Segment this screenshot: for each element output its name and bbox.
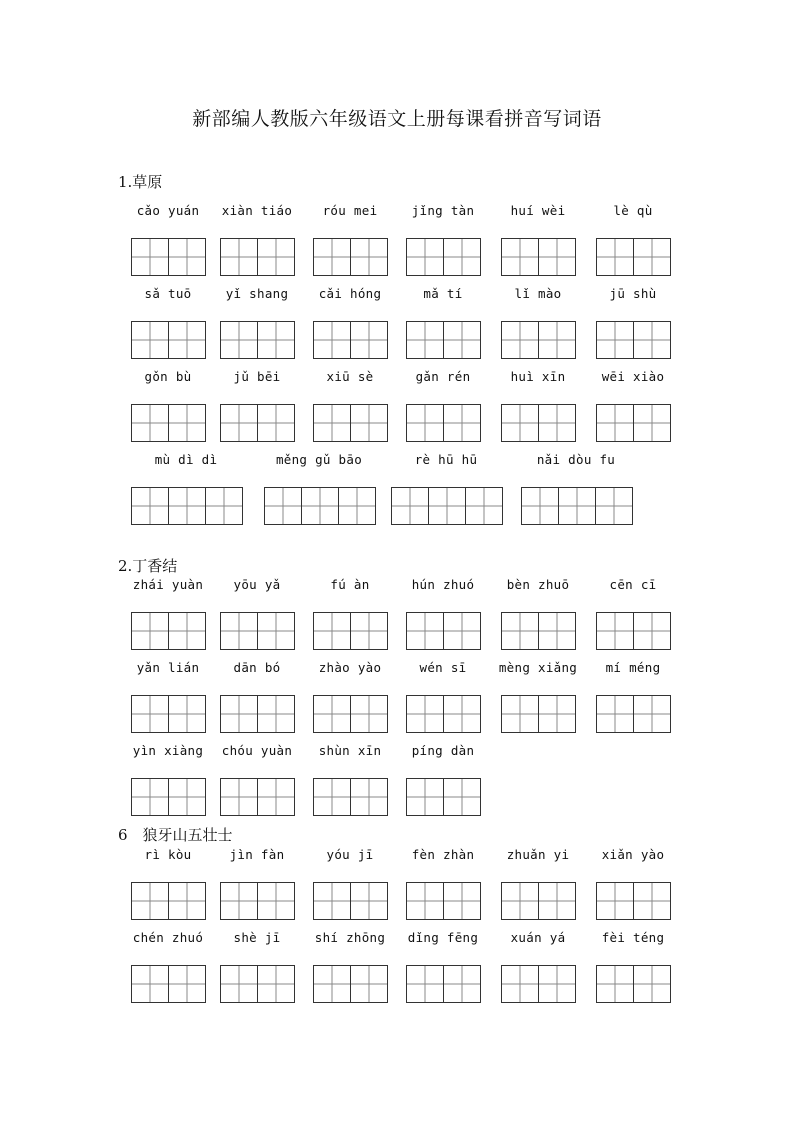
pinyin-prompt: wēi xiào (601, 369, 665, 384)
writing-grid (313, 612, 387, 650)
tianzige-cell[interactable] (131, 321, 169, 359)
writing-grid (406, 404, 480, 442)
tianzige-cell[interactable] (596, 321, 634, 359)
section-heading: 6 狼牙山五壮士 (118, 826, 233, 844)
pinyin-prompt: shùn xīn (318, 743, 382, 758)
tianzige-cell[interactable] (596, 238, 634, 276)
tianzige-cell[interactable] (313, 965, 351, 1003)
writing-grid (131, 321, 205, 359)
tianzige-cell[interactable] (313, 612, 351, 650)
tianzige-cell[interactable] (391, 487, 429, 525)
tianzige-cell[interactable] (257, 612, 295, 650)
writing-grid (220, 695, 294, 733)
pinyin-prompt: rì kòu (144, 847, 192, 862)
tianzige-cell[interactable] (501, 612, 539, 650)
tianzige-cell[interactable] (443, 778, 481, 816)
tianzige-cell[interactable] (301, 487, 339, 525)
writing-grid (313, 404, 387, 442)
tianzige-cell[interactable] (501, 882, 539, 920)
pinyin-prompt: jū shù (609, 286, 657, 301)
tianzige-cell[interactable] (131, 965, 169, 1003)
tianzige-cell[interactable] (428, 487, 466, 525)
tianzige-cell[interactable] (538, 238, 576, 276)
pinyin-prompt: huì xīn (510, 369, 566, 384)
tianzige-cell[interactable] (350, 882, 388, 920)
page-title: 新部编人教版六年级语文上册每课看拼音写词语 (192, 108, 602, 130)
writing-grid (406, 778, 480, 816)
tianzige-cell[interactable] (220, 778, 258, 816)
pinyin-prompt: sǎ tuō (144, 286, 192, 301)
pinyin-prompt: xiǎn yào (601, 847, 665, 862)
writing-grid (131, 695, 205, 733)
pinyin-prompt: yǎn lián (136, 660, 200, 675)
pinyin-prompt: dǐng fēng (407, 930, 479, 945)
tianzige-cell[interactable] (257, 321, 295, 359)
writing-grid (596, 238, 670, 276)
pinyin-prompt: chén zhuó (132, 930, 204, 945)
tianzige-cell[interactable] (465, 487, 503, 525)
tianzige-cell[interactable] (220, 882, 258, 920)
pinyin-prompt: jǐng tàn (411, 203, 475, 218)
tianzige-cell[interactable] (633, 882, 671, 920)
writing-grid (264, 487, 375, 525)
writing-grid (406, 238, 480, 276)
tianzige-cell[interactable] (313, 778, 351, 816)
tianzige-cell[interactable] (168, 404, 206, 442)
tianzige-cell[interactable] (406, 238, 444, 276)
tianzige-cell[interactable] (406, 695, 444, 733)
writing-grid (406, 695, 480, 733)
tianzige-cell[interactable] (633, 695, 671, 733)
writing-grid (501, 612, 575, 650)
pinyin-prompt: zhái yuàn (132, 577, 204, 592)
tianzige-cell[interactable] (406, 404, 444, 442)
pinyin-prompt: píng dàn (411, 743, 475, 758)
pinyin-prompt: yóu jī (326, 847, 374, 862)
tianzige-cell[interactable] (538, 612, 576, 650)
writing-grid (313, 778, 387, 816)
pinyin-prompt: fèn zhàn (411, 847, 475, 862)
tianzige-cell[interactable] (313, 695, 351, 733)
tianzige-cell[interactable] (406, 778, 444, 816)
tianzige-cell[interactable] (350, 404, 388, 442)
pinyin-prompt: yōu yǎ (233, 577, 281, 592)
writing-grid (313, 965, 387, 1003)
writing-grid (596, 321, 670, 359)
pinyin-prompt: gǒn bù (144, 369, 192, 384)
tianzige-cell[interactable] (168, 238, 206, 276)
pinyin-prompt: gǎn rén (415, 369, 471, 384)
writing-grid (406, 321, 480, 359)
writing-grid (131, 612, 205, 650)
section-heading: 2.丁香结 (118, 557, 178, 575)
pinyin-prompt: mèng xiǎng (498, 660, 578, 675)
writing-grid (501, 238, 575, 276)
tianzige-cell[interactable] (350, 612, 388, 650)
tianzige-cell[interactable] (558, 487, 596, 525)
tianzige-cell[interactable] (338, 487, 376, 525)
tianzige-cell[interactable] (406, 321, 444, 359)
tianzige-cell[interactable] (257, 404, 295, 442)
tianzige-cell[interactable] (257, 965, 295, 1003)
pinyin-prompt: bèn zhuō (506, 577, 570, 592)
writing-grid (220, 321, 294, 359)
tianzige-cell[interactable] (501, 238, 539, 276)
tianzige-cell[interactable] (350, 321, 388, 359)
tianzige-cell[interactable] (406, 612, 444, 650)
pinyin-prompt: jìn fàn (229, 847, 285, 862)
pinyin-prompt: fú àn (330, 577, 370, 592)
writing-grid (596, 612, 670, 650)
writing-grid (501, 882, 575, 920)
tianzige-cell[interactable] (633, 321, 671, 359)
pinyin-prompt: róu mei (322, 203, 378, 218)
tianzige-cell[interactable] (131, 487, 169, 525)
tianzige-cell[interactable] (168, 612, 206, 650)
tianzige-cell[interactable] (443, 695, 481, 733)
tianzige-cell[interactable] (257, 882, 295, 920)
tianzige-cell[interactable] (538, 404, 576, 442)
tianzige-cell[interactable] (406, 965, 444, 1003)
writing-grid (220, 778, 294, 816)
tianzige-cell[interactable] (313, 321, 351, 359)
tianzige-cell[interactable] (350, 965, 388, 1003)
tianzige-cell[interactable] (406, 882, 444, 920)
pinyin-prompt: yǐ shang (225, 286, 289, 301)
tianzige-cell[interactable] (538, 965, 576, 1003)
pinyin-prompt: wén sī (419, 660, 467, 675)
tianzige-cell[interactable] (220, 404, 258, 442)
tianzige-cell[interactable] (313, 882, 351, 920)
tianzige-cell[interactable] (205, 487, 243, 525)
pinyin-prompt: shí zhōng (314, 930, 386, 945)
pinyin-prompt: dān bó (233, 660, 281, 675)
tianzige-cell[interactable] (131, 612, 169, 650)
writing-grid (220, 882, 294, 920)
pinyin-prompt: cēn cī (609, 577, 657, 592)
pinyin-prompt: xiàn tiáo (221, 203, 293, 218)
writing-grid (596, 882, 670, 920)
pinyin-prompt: zhuǎn yi (506, 847, 570, 862)
pinyin-prompt: shè jī (233, 930, 281, 945)
tianzige-cell[interactable] (596, 695, 634, 733)
tianzige-cell[interactable] (596, 882, 634, 920)
writing-grid (596, 965, 670, 1003)
writing-grid (406, 965, 480, 1003)
tianzige-cell[interactable] (443, 965, 481, 1003)
pinyin-prompt: měng gǔ bāo (275, 452, 363, 467)
tianzige-cell[interactable] (501, 695, 539, 733)
pinyin-prompt: fèi téng (601, 930, 665, 945)
tianzige-cell[interactable] (538, 321, 576, 359)
tianzige-cell[interactable] (596, 965, 634, 1003)
writing-grid (313, 882, 387, 920)
writing-grid (501, 965, 575, 1003)
tianzige-cell[interactable] (443, 612, 481, 650)
pinyin-prompt: yìn xiàng (132, 743, 204, 758)
tianzige-cell[interactable] (350, 238, 388, 276)
tianzige-cell[interactable] (220, 965, 258, 1003)
writing-grid (406, 612, 480, 650)
tianzige-cell[interactable] (633, 612, 671, 650)
writing-grid (131, 487, 242, 525)
tianzige-cell[interactable] (220, 612, 258, 650)
pinyin-prompt: cǎo yuán (136, 203, 200, 218)
writing-grid (220, 612, 294, 650)
pinyin-prompt: xiū sè (326, 369, 374, 384)
writing-grid (131, 965, 205, 1003)
pinyin-prompt: mǎ tí (423, 286, 463, 301)
pinyin-prompt: chóu yuàn (221, 743, 293, 758)
writing-grid (131, 238, 205, 276)
pinyin-prompt: mù dì dì (154, 452, 218, 467)
tianzige-cell[interactable] (350, 695, 388, 733)
tianzige-cell[interactable] (501, 404, 539, 442)
writing-grid (406, 882, 480, 920)
tianzige-cell[interactable] (131, 404, 169, 442)
tianzige-cell[interactable] (220, 321, 258, 359)
tianzige-cell[interactable] (168, 778, 206, 816)
pinyin-prompt: zhào yào (318, 660, 382, 675)
tianzige-cell[interactable] (633, 404, 671, 442)
tianzige-cell[interactable] (596, 612, 634, 650)
writing-grid (521, 487, 632, 525)
tianzige-cell[interactable] (257, 695, 295, 733)
tianzige-cell[interactable] (538, 882, 576, 920)
tianzige-cell[interactable] (168, 965, 206, 1003)
writing-grid (220, 404, 294, 442)
pinyin-prompt: cǎi hóng (318, 286, 382, 301)
writing-grid (313, 695, 387, 733)
writing-grid (220, 965, 294, 1003)
pinyin-prompt: mí méng (605, 660, 661, 675)
writing-grid (313, 321, 387, 359)
tianzige-cell[interactable] (131, 238, 169, 276)
tianzige-cell[interactable] (538, 695, 576, 733)
tianzige-cell[interactable] (443, 404, 481, 442)
writing-grid (391, 487, 502, 525)
tianzige-cell[interactable] (501, 965, 539, 1003)
tianzige-cell[interactable] (257, 778, 295, 816)
writing-grid (501, 404, 575, 442)
writing-grid (220, 238, 294, 276)
tianzige-cell[interactable] (633, 238, 671, 276)
pinyin-prompt: nǎi dòu fu (536, 452, 616, 467)
pinyin-prompt: xuán yá (510, 930, 566, 945)
tianzige-cell[interactable] (443, 238, 481, 276)
pinyin-prompt: jǔ bēi (233, 369, 281, 384)
writing-grid (596, 695, 670, 733)
tianzige-cell[interactable] (168, 882, 206, 920)
tianzige-cell[interactable] (131, 695, 169, 733)
tianzige-cell[interactable] (168, 487, 206, 525)
tianzige-cell[interactable] (596, 404, 634, 442)
tianzige-cell[interactable] (350, 778, 388, 816)
tianzige-cell[interactable] (168, 695, 206, 733)
tianzige-cell[interactable] (220, 238, 258, 276)
pinyin-prompt: lǐ mào (514, 286, 562, 301)
pinyin-prompt: rè hū hū (414, 452, 478, 467)
tianzige-cell[interactable] (257, 238, 295, 276)
writing-grid (131, 778, 205, 816)
writing-grid (596, 404, 670, 442)
tianzige-cell[interactable] (501, 321, 539, 359)
pinyin-prompt: hún zhuó (411, 577, 475, 592)
writing-grid (313, 238, 387, 276)
pinyin-prompt: lè qù (613, 203, 653, 218)
tianzige-cell[interactable] (443, 882, 481, 920)
tianzige-cell[interactable] (220, 695, 258, 733)
writing-grid (501, 321, 575, 359)
tianzige-cell[interactable] (131, 778, 169, 816)
tianzige-cell[interactable] (443, 321, 481, 359)
tianzige-cell[interactable] (595, 487, 633, 525)
section-heading: 1.草原 (118, 173, 163, 191)
writing-grid (501, 695, 575, 733)
tianzige-cell[interactable] (131, 882, 169, 920)
tianzige-cell[interactable] (313, 404, 351, 442)
tianzige-cell[interactable] (168, 321, 206, 359)
writing-grid (131, 404, 205, 442)
pinyin-prompt: huí wèi (510, 203, 566, 218)
tianzige-cell[interactable] (521, 487, 559, 525)
tianzige-cell[interactable] (264, 487, 302, 525)
tianzige-cell[interactable] (633, 965, 671, 1003)
writing-grid (131, 882, 205, 920)
tianzige-cell[interactable] (313, 238, 351, 276)
